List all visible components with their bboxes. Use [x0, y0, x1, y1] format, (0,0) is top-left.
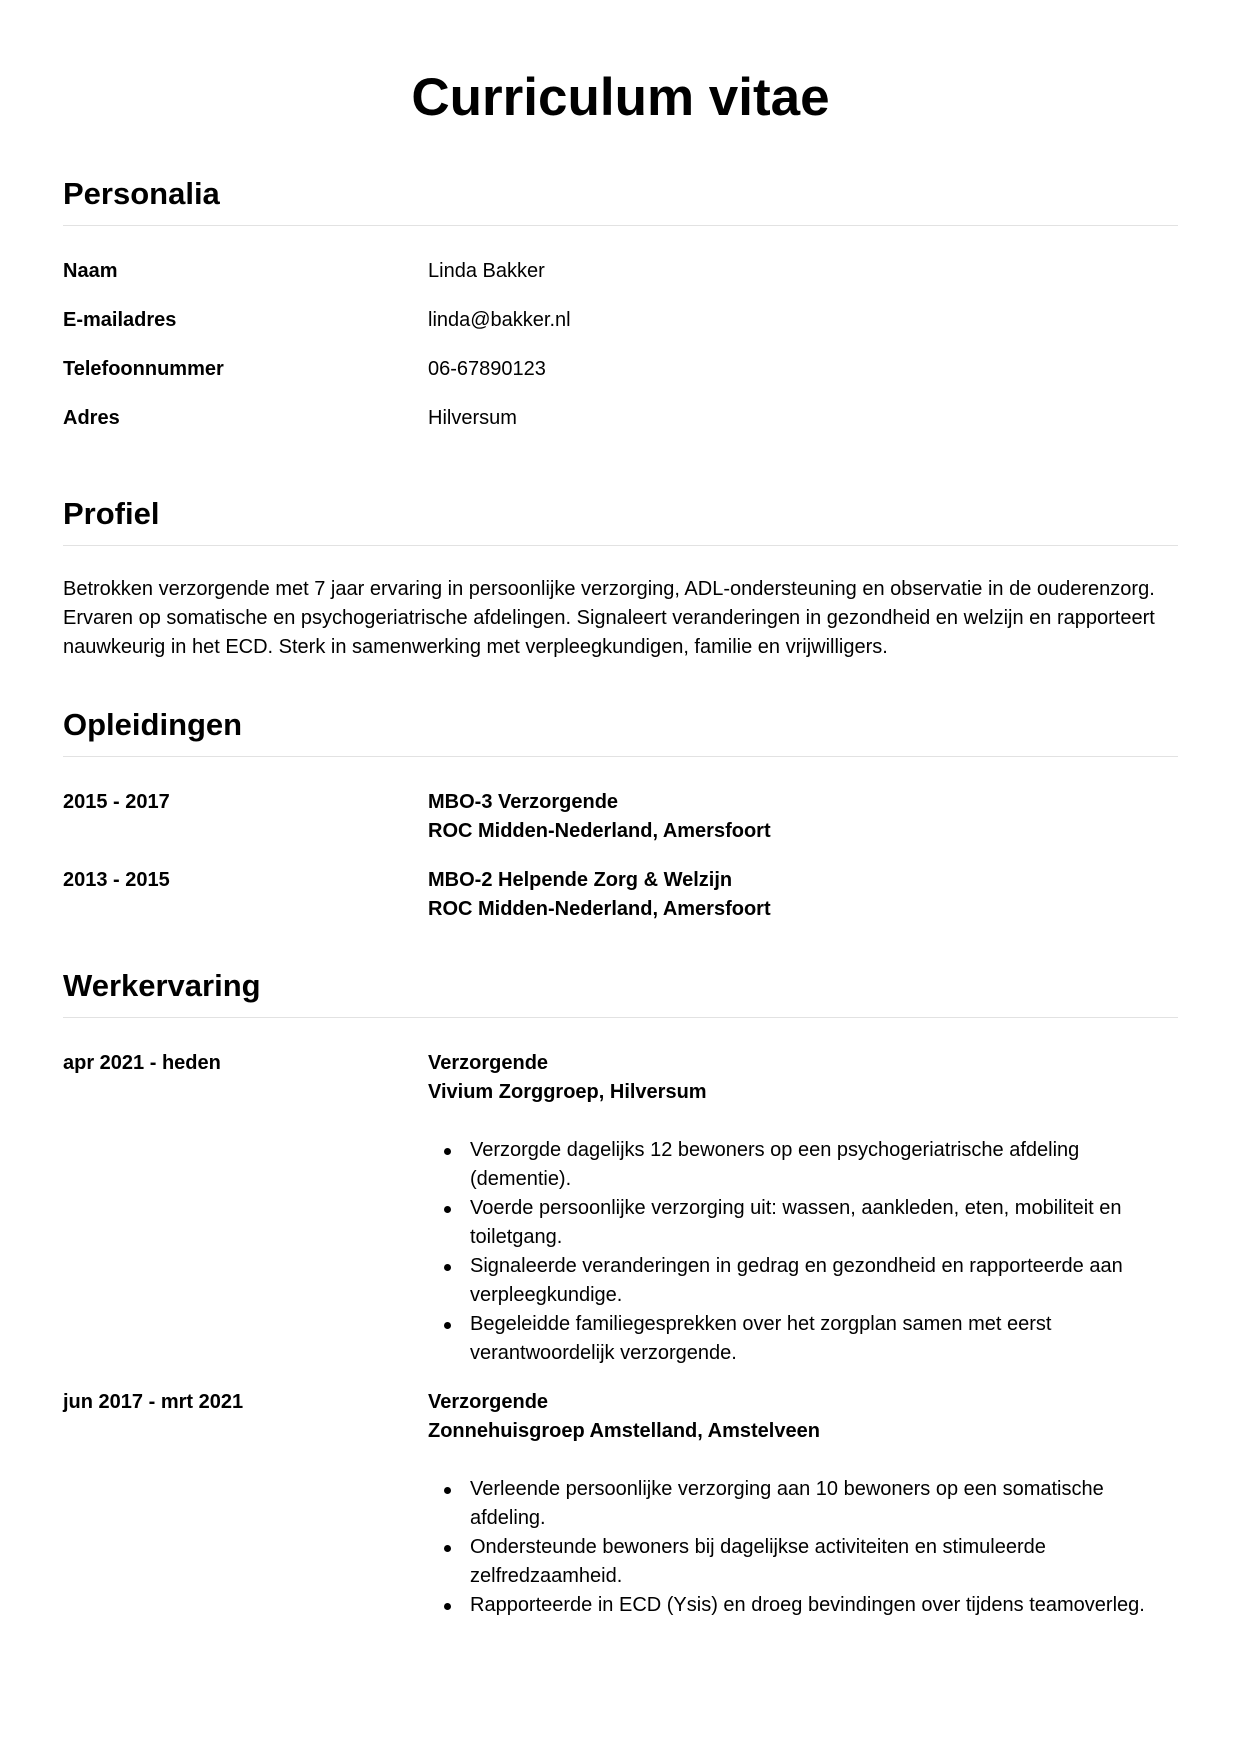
experience-details [428, 1388, 1178, 1620]
personalia-row-address [63, 404, 1178, 433]
experience-period: jun 2017 - mrt 2021 [63, 1391, 244, 1413]
education-title: MBO-3 Verzorgende [428, 791, 619, 813]
education-institution: ROC Midden-Nederland, Amersfoort [428, 820, 771, 842]
field-label: Adres [63, 407, 120, 429]
education-list [63, 788, 1178, 924]
personalia-row-phone [63, 355, 1178, 384]
job-title: Verzorgende [428, 1052, 549, 1074]
personalia-row-name [63, 257, 1178, 286]
experience-item [63, 1388, 1178, 1620]
field-label: Naam [63, 260, 118, 282]
section-heading-opleidingen: Opleidingen [63, 705, 1178, 757]
field-label: Telefoonnummer [63, 358, 224, 380]
list-item: Rapporteerde in ECD (Ysis) en droeg bevindingen over tijdens teamoverleg. [470, 1591, 1178, 1620]
section-heading-personalia: Personalia [63, 174, 1178, 226]
section-heading-werkervaring: Werkervaring [63, 966, 1178, 1018]
section-heading-profiel: Profiel [63, 494, 1178, 546]
list-item: Ondersteunde bewoners bij dagelijkse activiteiten en stimuleerde zelfredzaamheid. [470, 1533, 1178, 1591]
field-label: E-mailadres [63, 309, 177, 331]
experience-item [63, 1049, 1178, 1368]
section-personalia [63, 174, 1178, 453]
education-period: 2015 - 2017 [63, 791, 170, 813]
list-item: Voerde persoonlijke verzorging uit: wassen, aankleden, eten, mobiliteit en toiletgang. [470, 1194, 1178, 1252]
experience-details [428, 1049, 1178, 1368]
experience-list [63, 1049, 1178, 1620]
field-value: linda@bakker.nl [428, 309, 571, 331]
education-item [63, 866, 1178, 924]
field-value: 06-67890123 [428, 358, 546, 380]
education-item [63, 788, 1178, 846]
list-item: Begeleidde familiegesprekken over het zorgplan samen met eerst verantwoordelijk verzorgende. [470, 1310, 1178, 1368]
section-opleidingen [63, 705, 1178, 944]
list-item: Signaleerde veranderingen in gedrag en gezondheid en rapporteerde aan verpleegkundige. [470, 1252, 1178, 1310]
job-tasks [428, 1136, 1178, 1368]
job-employer: Zonnehuisgroep Amstelland, Amstelveen [428, 1420, 820, 1442]
job-title: Verzorgende [428, 1391, 549, 1413]
list-item: Verleende persoonlijke verzorging aan 10 bewoners op een somatische afdeling. [470, 1475, 1178, 1533]
education-institution: ROC Midden-Nederland, Amersfoort [428, 898, 771, 920]
profile-summary: Betrokken verzorgende met 7 jaar ervaring in persoonlijke verzorging, ADL-ondersteuning en observatie in de ouderenzorg. Ervaren op somatische en psychogeriatrische afdelingen. Signaleert veranderingen in gezondheid en welzijn en rapporteert nauwkeurig in het ECD. Sterk in samenwerking met verpleegkundigen, familie en vrijwilligers. [63, 578, 1155, 658]
document-title: Curriculum vitae [411, 68, 830, 127]
education-details [428, 866, 1178, 924]
experience-period: apr 2021 - heden [63, 1052, 221, 1074]
field-value: Hilversum [428, 407, 517, 429]
section-werkervaring [63, 966, 1178, 1620]
job-employer: Vivium Zorggroep, Hilversum [428, 1081, 707, 1103]
education-details [428, 788, 1178, 846]
education-period: 2013 - 2015 [63, 869, 170, 891]
list-item: Verzorgde dagelijks 12 bewoners op een psychogeriatrische afdeling (dementie). [470, 1136, 1178, 1194]
personalia-row-email [63, 306, 1178, 335]
section-profiel [63, 494, 1178, 662]
field-value: Linda Bakker [428, 260, 545, 282]
personalia-table [63, 257, 1178, 433]
education-title: MBO-2 Helpende Zorg & Welzijn [428, 869, 733, 891]
job-tasks [428, 1475, 1178, 1620]
